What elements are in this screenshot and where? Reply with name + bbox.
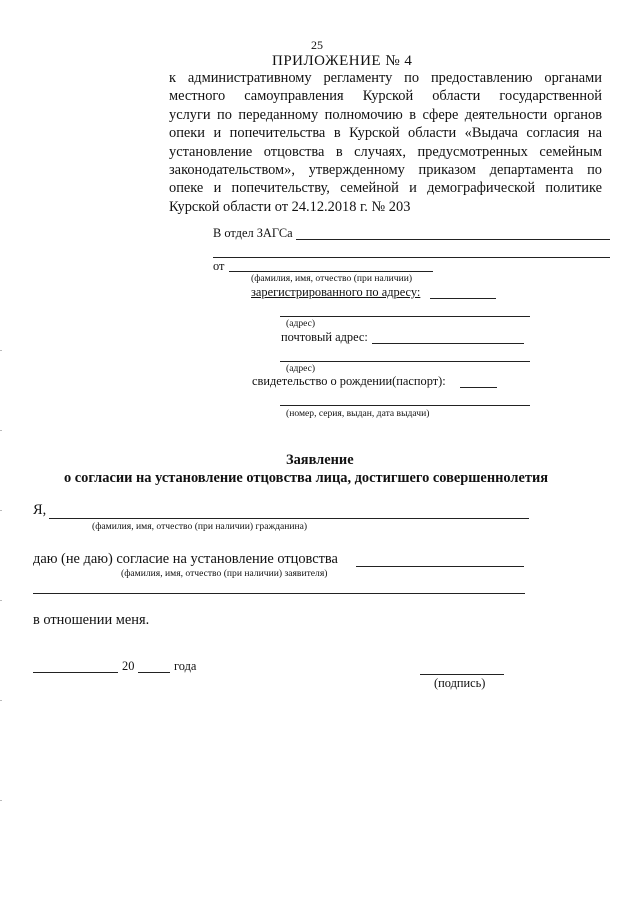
consent-field-line[interactable] xyxy=(356,566,524,567)
signature-caption: (подпись) xyxy=(434,676,486,690)
address-caption: (адрес) xyxy=(286,318,316,329)
preamble-line: местного самоуправления Курской области государственной xyxy=(169,88,602,105)
preamble-line: к административному регламенту по предоставлению органами xyxy=(169,70,602,86)
consent-label: даю (не даю) согласие на установление отцовства xyxy=(33,551,338,567)
birth-cert-field-line[interactable] xyxy=(460,387,497,388)
preamble-line: опеке и попечительству, семейной и демографической политике xyxy=(169,180,602,197)
zags-field-line-2[interactable] xyxy=(213,257,610,258)
applicant-caption: (фамилия, имя, отчество (при наличии) заявителя) xyxy=(121,568,328,579)
citizen-field-line[interactable] xyxy=(49,518,529,519)
preamble-line: услуги по переданному полномочию в сфере деятельности органов xyxy=(169,106,602,123)
postal-address-line[interactable] xyxy=(280,361,530,362)
from-label: от xyxy=(213,259,225,273)
postal-field-line[interactable] xyxy=(372,343,524,344)
preamble-line: опеки и попечительства в Курской области «Выдача согласия на xyxy=(169,125,602,142)
scan-edge-mark xyxy=(0,430,2,431)
address-field-line[interactable] xyxy=(280,316,530,317)
year-field-line[interactable] xyxy=(138,672,170,673)
registered-label: зарегистрированного по адресу: xyxy=(251,285,421,299)
ya-label: Я, xyxy=(33,502,47,518)
signature-field-line[interactable] xyxy=(420,674,504,675)
birth-cert-label: свидетельство о рождении(паспорт): xyxy=(252,374,446,388)
date-field-line[interactable] xyxy=(33,672,118,673)
preamble-line: установление отцовства в случаях, предусмотренных семейным xyxy=(169,143,602,160)
doc-caption: (номер, серия, выдан, дата выдачи) xyxy=(286,408,430,419)
appendix-title: ПРИЛОЖЕНИЕ № 4 xyxy=(272,53,413,69)
applicant-field-line[interactable] xyxy=(33,593,525,594)
scan-edge-mark xyxy=(0,800,2,801)
registered-field-line[interactable] xyxy=(430,298,496,299)
scan-edge-mark xyxy=(0,600,2,601)
postal-label: почтовый адрес: xyxy=(281,330,368,344)
doc-field-line[interactable] xyxy=(280,405,530,406)
page-number: 25 xyxy=(311,38,323,52)
from-field-line[interactable] xyxy=(229,271,433,272)
zags-field-line[interactable] xyxy=(296,239,610,240)
year-prefix: 20 xyxy=(122,659,135,673)
preamble-line: законодательством», утвержденному приказом департамента по xyxy=(169,162,602,179)
to-zags-label: В отдел ЗАГСа xyxy=(213,226,293,240)
scan-edge-mark xyxy=(0,350,2,351)
citizen-caption: (фамилия, имя, отчество (при наличии) гражданина) xyxy=(92,521,308,532)
statement-title: Заявление xyxy=(286,452,354,468)
year-suffix: года xyxy=(174,659,197,673)
postal-address-caption: (адрес) xyxy=(286,363,316,374)
preamble-paragraph xyxy=(169,69,602,216)
fio-caption: (фамилия, имя, отчество (при наличии) xyxy=(251,273,413,284)
preamble-line: Курской области от 24.12.2018 г. № 203 xyxy=(169,198,411,215)
regarding-text: в отношении меня. xyxy=(33,612,150,628)
statement-subtitle: о согласии на установление отцовства лица, достигшего совершеннолетия xyxy=(64,470,549,486)
scan-edge-mark xyxy=(0,700,2,701)
scan-edge-mark xyxy=(0,510,2,511)
